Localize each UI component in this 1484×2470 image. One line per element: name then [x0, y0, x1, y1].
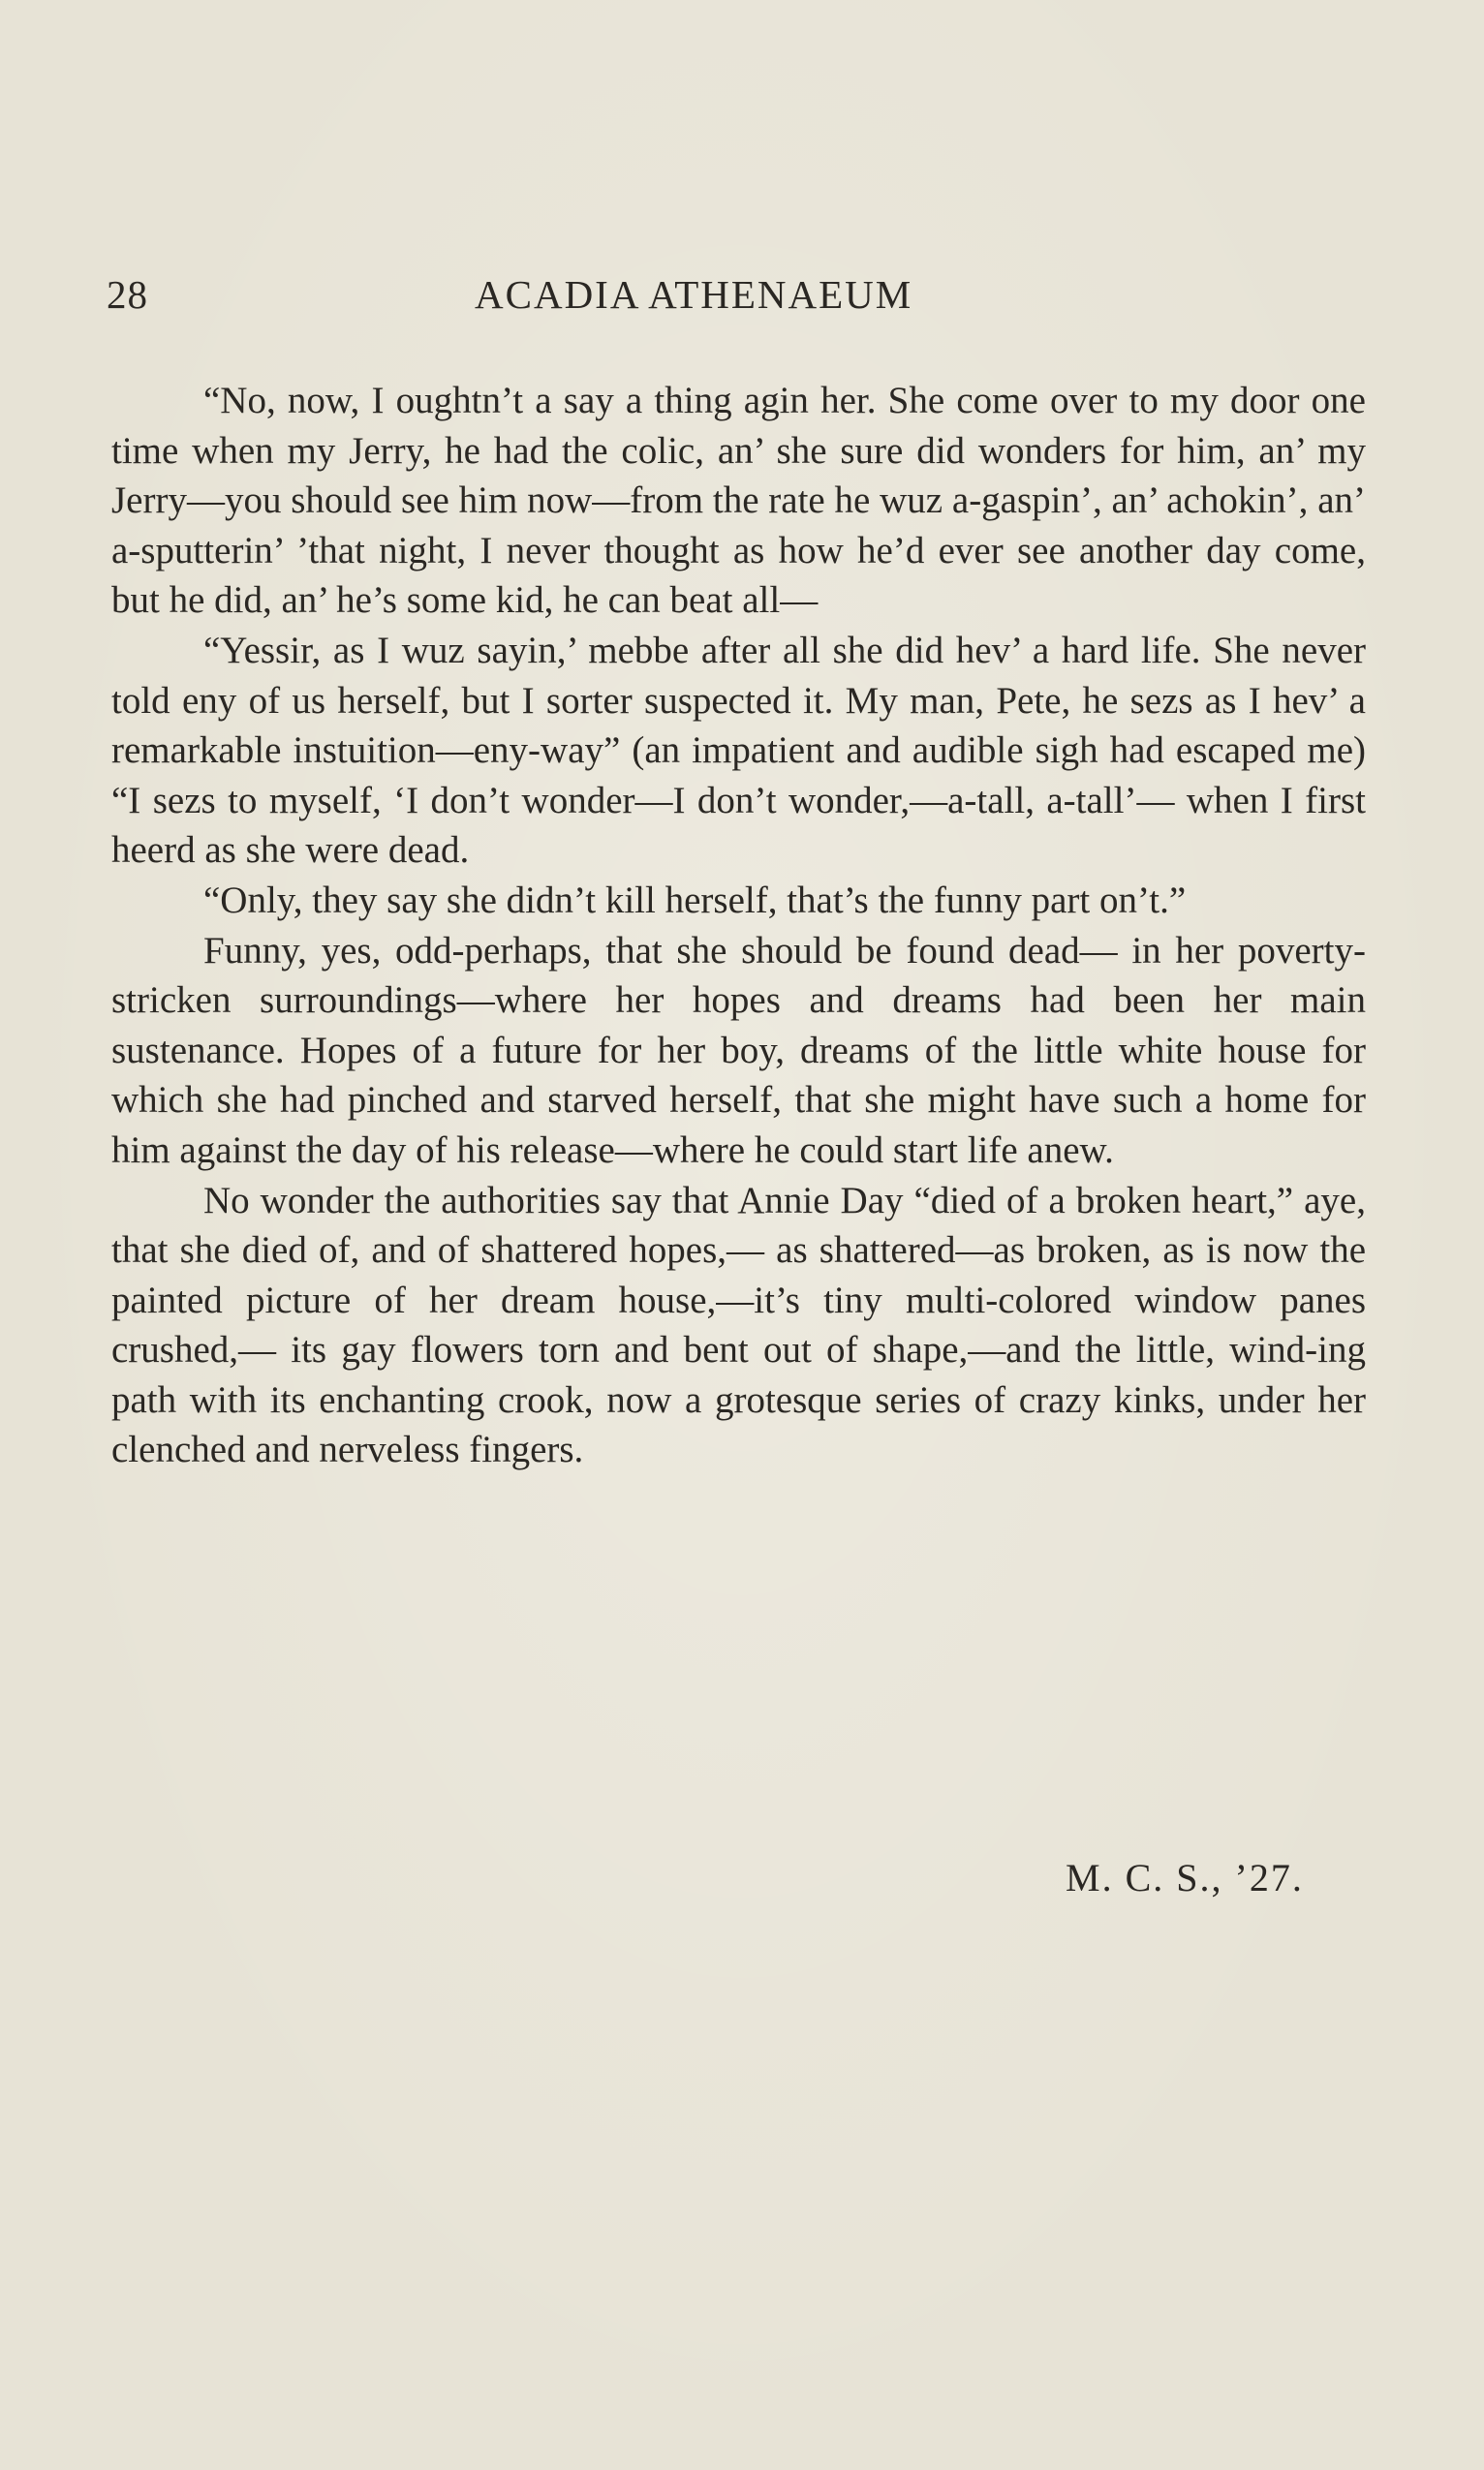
page-number: 28: [107, 272, 148, 317]
page-header: [107, 271, 1366, 329]
paragraph: No wonder the authorities say that Annie Day “died of a broken heart,” aye, that she died of, and of shattered hopes,— as shattered—as broken, as is now the painted picture of her dream house,—it’s tiny multi-colored window panes crushed,— its gay flowers torn and bent out of shape,—and the little, wind-ing path with its enchanting crook, now a grotesque series of crazy kinks, under her clenched and nerveless fingers.: [111, 1179, 1366, 1471]
author-signature: M. C. S., ’27.: [1066, 1856, 1304, 1899]
paragraph: “Yessir, as I wuz sayin,’ mebbe after all she did hev’ a hard life. She never told eny of us herself, but I sorter suspected it. My man, Pete, he sezs as I hev’ a remarkable instuition—eny-way” (an impatient and audible sigh had escaped me) “I sezs to myself, ‘I don’t wonder—I don’t wonder,—a-tall, a-tall’— when I first heerd as she were dead.: [111, 629, 1366, 872]
paragraph: Funny, yes, odd-perhaps, that she should be found dead— in her poverty-stricken surroundings—where her hopes and dreams had been her main sustenance. Hopes of a future for her boy, dreams of the little white house for which she had pinched and starved herself, that she might have such a home for him against the day of his release—where he could start life anew.: [111, 929, 1366, 1171]
running-title: ACADIA ATHENAEUM: [475, 272, 913, 317]
article-body: [111, 376, 1366, 1475]
paragraph: “Only, they say she didn’t kill herself, that’s the funny part on’t.”: [203, 879, 1187, 921]
paragraph: “No, now, I oughtn’t a say a thing agin her. She come over to my door one time when my Jerry, he had the colic, an’ she sure did wonders for him, an’ my Jerry—you should see him now—from the rate he wuz a-gaspin’, an’ achokin’, an’ a-sputterin’ ’that night, I never thought as how he’d ever see another day come, but he did, an’ he’s some kid, he can beat all—: [111, 380, 1366, 622]
